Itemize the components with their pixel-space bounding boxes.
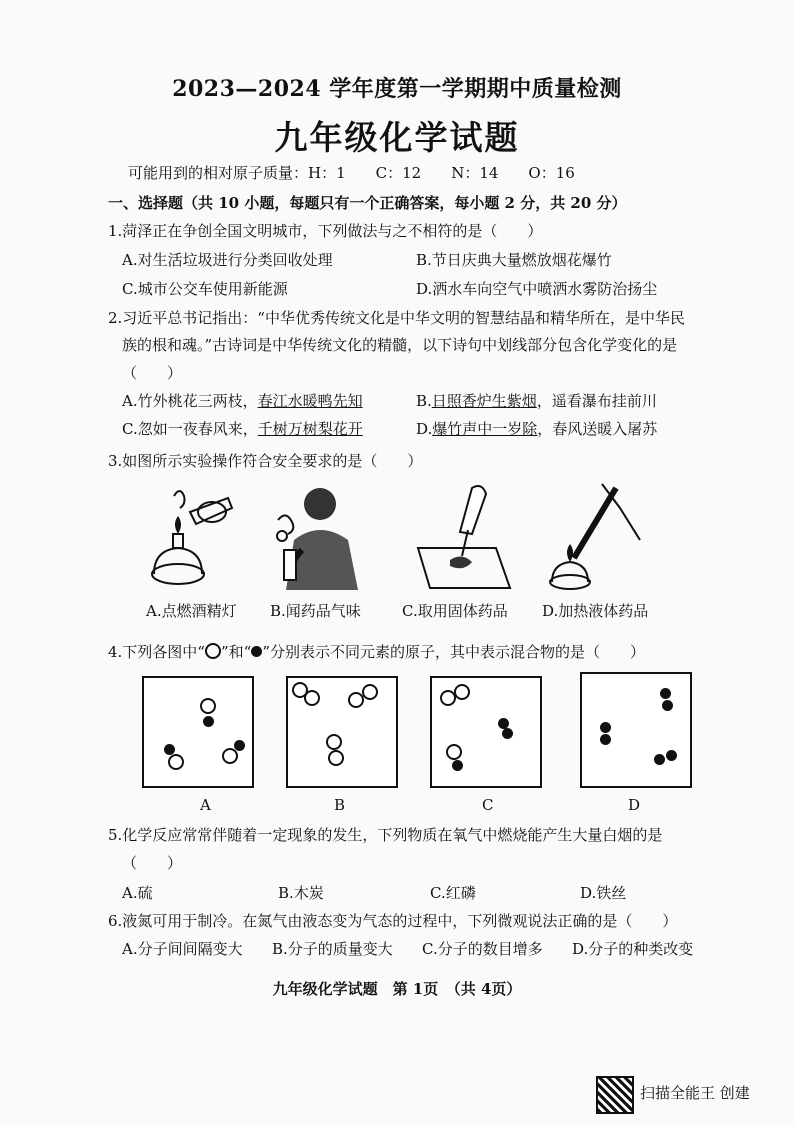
exam-title: 2023—2024 学年度第一学期期中质量检测 [172,76,622,102]
diagram-label-a: A [200,796,211,814]
q5-stem: 5.化学反应常常伴随着一定现象的发生，下列物质在氧气中燃烧能产生大量白烟的是 [108,826,663,844]
scanner-label: 扫描全能王 创建 [640,1084,750,1102]
diagram-box-d [580,672,692,788]
q2-option-d: D.爆竹声中一岁除，春风送暖入屠苏 [416,420,658,438]
black-atom [666,750,677,761]
q2-stem-line1: 2.习近平总书记指出：“中华优秀传统文化是中华文明的智慧结晶和精华所在，是中华民 [108,309,685,327]
q2-stem-line2: 族的根和魂。”古诗词是中华传统文化的精髓，以下诗句中划线部分包含化学变化的是 [122,336,678,354]
q6-option-c: C.分子的数目增多 [422,940,543,958]
q1-option-d: D.洒水车向空气中喷洒水雾防治扬尘 [416,280,658,298]
q3-option-d: D.加热液体药品 [542,602,649,620]
alcohol-lamp-lighting-illustration [140,482,240,592]
white-atom [454,684,470,700]
qr-code-icon [596,1076,634,1114]
black-atom [654,754,665,765]
black-atom [203,716,214,727]
black-atom [662,700,673,711]
white-atom [446,744,462,760]
q6-stem: 6.液氮可用于制冷。在氮气由液态变为气态的过程中，下列微观说法正确的是（ ） [108,912,678,930]
black-atom [600,722,611,733]
q6-option-b: B.分子的质量变大 [272,940,393,958]
q3-option-b: B.闻药品气味 [270,602,361,620]
q3-stem: 3.如图所示实验操作符合安全要求的是（ ） [108,452,423,470]
black-atom-icon [251,646,262,657]
q5-paren: （ ） [122,854,183,872]
diagram-box-b [286,676,398,788]
white-atom [200,698,216,714]
q6-option-d: D.分子的种类改变 [572,940,694,958]
black-atom [660,688,671,699]
black-atom [452,760,463,771]
q5-option-b: B.木炭 [278,884,324,902]
taking-solid-chemical-illustration [410,478,520,593]
q1-option-a: A.对生活垃圾进行分类回收处理 [122,251,333,269]
diagram-box-a [142,676,254,788]
q5-option-c: C.红磷 [430,884,476,902]
white-atom [328,750,344,766]
white-atom [222,748,238,764]
q3-option-a: A.点燃酒精灯 [146,602,237,620]
q1-option-c: C.城市公交车使用新能源 [122,280,288,298]
section-heading: 一、选择题（共 10 小题，每题只有一个正确答案，每小题 2 分，共 20 分） [108,194,627,212]
diagram-label-c: C [482,796,494,814]
heating-liquid-illustration [540,478,660,593]
white-atom [362,684,378,700]
q2-option-b: B.日照香炉生紫烟，遥看瀑布挂前川 [416,392,657,410]
q3-option-c: C.取用固体药品 [402,602,508,620]
q1-option-b: B.节日庆典大量燃放烟花爆竹 [416,251,612,269]
diagram-label-b: B [334,796,346,814]
smelling-chemical-illustration [262,480,372,592]
q5-option-d: D.铁丝 [580,884,627,902]
atomic-masses: 可能用到的相对原子质量：H：1 C：12 N：14 O：16 [128,164,575,182]
diagram-label-d: D [628,796,641,814]
exam-subtitle: 九年级化学试题 [274,118,520,157]
q2-paren: （ ） [122,364,183,382]
q2-option-c: C.忽如一夜春风来，千树万树梨花开 [122,420,363,438]
white-atom [326,734,342,750]
white-atom-icon [205,643,221,659]
black-atom [502,728,513,739]
q5-option-a: A.硫 [122,884,153,902]
q4-stem: 4.下列各图中“ ”和“ ”分别表示不同元素的原子，其中表示混合物的是（ ） [108,643,645,661]
q6-option-a: A.分子间间隔变大 [122,940,243,958]
q2-option-a: A.竹外桃花三两枝，春江水暖鸭先知 [122,392,363,410]
white-atom [304,690,320,706]
white-atom [168,754,184,770]
diagram-box-c [430,676,542,788]
q1-stem: 1.菏泽正在争创全国文明城市，下列做法与之不相符的是（ ） [108,222,543,240]
black-atom [600,734,611,745]
page-footer: 九年级化学试题 第 1页 （共 4页） [272,980,522,998]
